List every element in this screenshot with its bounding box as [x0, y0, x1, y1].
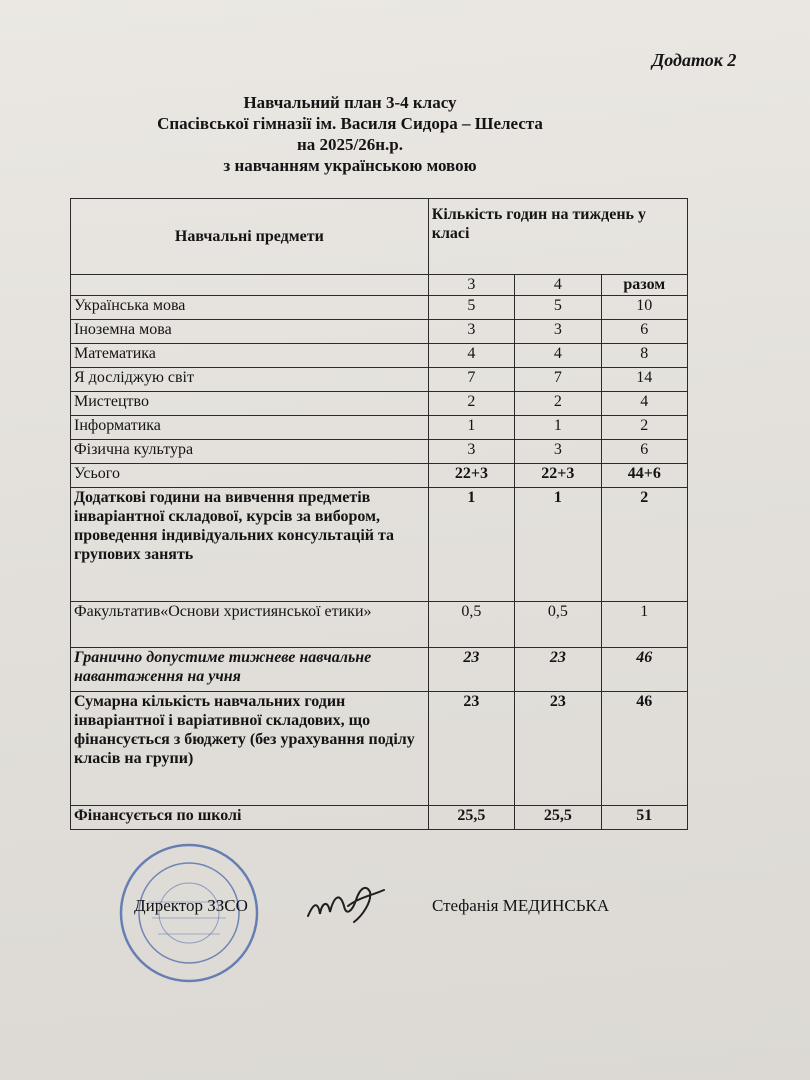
grade-3-cell: 0,5 [428, 602, 514, 648]
subject-cell: Українська мова [71, 296, 429, 320]
grade-3-cell: 22+3 [428, 464, 514, 488]
table-row [71, 392, 688, 416]
grade-4-cell: 23 [515, 692, 601, 806]
grade-4-cell: 1 [515, 488, 601, 602]
grade-3-cell: 4 [428, 344, 514, 368]
grade-4-cell: 25,5 [515, 806, 601, 830]
header-hours: Кількість годин на тиждень у класі [428, 199, 687, 275]
curriculum-table [70, 198, 688, 830]
director-name: Стефанія МЕДИНСЬКА [432, 896, 610, 915]
title-line-2: Спасівської гімназії ім. Василя Сидора – Шелеста [157, 114, 543, 133]
school-funding-row [71, 806, 688, 830]
grade-4-cell: 5 [515, 296, 601, 320]
director-position: Директор ЗЗСО [134, 896, 248, 915]
total-cell: 51 [601, 806, 687, 830]
subject-cell: Інформатика [71, 416, 429, 440]
handwritten-signature-icon [300, 872, 390, 932]
total-cell: 8 [601, 344, 687, 368]
elective-row [71, 602, 688, 648]
grade-3-cell: 25,5 [428, 806, 514, 830]
subject-cell: Іноземна мова [71, 320, 429, 344]
grade-3-cell: 3 [428, 320, 514, 344]
grade-4-cell: 7 [515, 368, 601, 392]
subject-cell: Сумарна кількість навчальних годин інваріантної і варіативної складових, що фінансується з бюджету (без урахування поділу класів на групи) [71, 692, 429, 806]
grade-3-cell: 7 [428, 368, 514, 392]
total-row [71, 464, 688, 488]
total-cell: 44+6 [601, 464, 687, 488]
total-cell: 4 [601, 392, 687, 416]
subject-cell: Математика [71, 344, 429, 368]
column-total: разом [601, 275, 687, 296]
grade-4-cell: 3 [515, 440, 601, 464]
subject-cell: Додаткові години на вивчення предметів інваріантної складової, курсів за вибором, проведення індивідуальних консультацій та групових занять [71, 488, 429, 602]
grade-3-cell: 1 [428, 488, 514, 602]
grade-4-cell: 1 [515, 416, 601, 440]
grade-4-cell: 23 [515, 648, 601, 692]
table-row [71, 416, 688, 440]
grade-3-cell: 23 [428, 692, 514, 806]
grade-4-cell: 22+3 [515, 464, 601, 488]
subject-cell: Усього [71, 464, 429, 488]
subject-cell: Я досліджую світ [71, 368, 429, 392]
total-cell: 46 [601, 692, 687, 806]
title-line-1: Навчальний план 3-4 класу [243, 93, 457, 112]
total-cell: 46 [601, 648, 687, 692]
title-line-4: з навчанням українською мовою [223, 156, 477, 175]
header-subjects: Навчальні предмети [71, 199, 429, 275]
column-grade-3: 3 [428, 275, 514, 296]
grade-3-cell: 1 [428, 416, 514, 440]
total-cell: 2 [601, 488, 687, 602]
appendix-label: Додаток 2 [652, 50, 737, 70]
total-cell: 2 [601, 416, 687, 440]
header-empty-cell [71, 275, 429, 296]
grade-3-cell: 2 [428, 392, 514, 416]
document-title [120, 92, 580, 176]
grade-4-cell: 0,5 [515, 602, 601, 648]
grade-3-cell: 3 [428, 440, 514, 464]
subject-cell: Гранично допустиме тижневе навчальне навантаження на учня [71, 648, 429, 692]
table-row [71, 440, 688, 464]
grade-3-cell: 5 [428, 296, 514, 320]
total-cell: 6 [601, 320, 687, 344]
total-cell: 1 [601, 602, 687, 648]
grade-4-cell: 4 [515, 344, 601, 368]
total-cell: 10 [601, 296, 687, 320]
table-row [71, 368, 688, 392]
subject-cell: Мистецтво [71, 392, 429, 416]
table-row [71, 320, 688, 344]
grade-3-cell: 23 [428, 648, 514, 692]
subject-cell: Фінансується по школі [71, 806, 429, 830]
max-load-row [71, 648, 688, 692]
additional-hours-row [71, 488, 688, 602]
title-line-3: на 2025/26н.р. [296, 135, 404, 154]
subject-cell: Факультатив«Основи християнської етики» [71, 602, 429, 648]
table-row [71, 296, 688, 320]
grade-4-cell: 2 [515, 392, 601, 416]
table-row [71, 344, 688, 368]
subject-cell: Фізична культура [71, 440, 429, 464]
grade-4-cell: 3 [515, 320, 601, 344]
column-grade-4: 4 [515, 275, 601, 296]
total-cell: 6 [601, 440, 687, 464]
total-cell: 14 [601, 368, 687, 392]
budget-row [71, 692, 688, 806]
